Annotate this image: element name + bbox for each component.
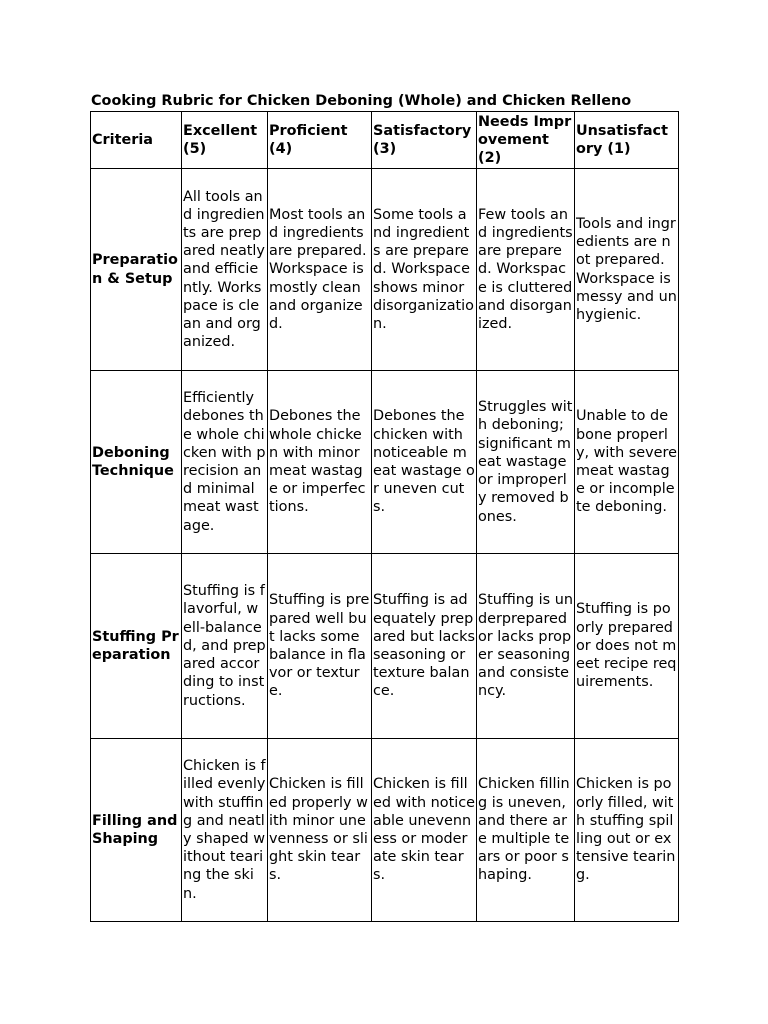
rubric-cell-excellent: Stuffing is flavorful, well-balanced, and prepared according to instructions. [182,554,268,739]
document-title: Cooking Rubric for Chicken Deboning (Whole) and Chicken Relleno [91,93,632,109]
rubric-cell-unsatisfactory: Stuffing is poorly prepared or does not meet recipe requirements. [575,554,679,739]
rubric-cell-unsatisfactory: Chicken is poorly filled, with stuffing spilling out or extensive tearing. [575,739,679,922]
rubric-cell-needs-improvement: Struggles with deboning; significant meat wastage or improperly removed bones. [477,371,575,554]
table-row [91,371,679,554]
header-satisfactory: Satisfactory (3) [372,112,477,169]
rubric-cell-satisfactory: Some tools and ingredients are prepared. Workspace shows minor disorganization. [372,169,477,371]
criteria-cell: Stuffing Preparation [91,554,182,739]
rubric-cell-needs-improvement: Chicken filling is uneven, and there are multiple tears or poor shaping. [477,739,575,922]
criteria-cell: Preparation & Setup [91,169,182,371]
rubric-cell-satisfactory: Stuffing is adequately prepared but lacks seasoning or texture balance. [372,554,477,739]
table-header-row [91,112,679,169]
header-needs-improvement: Needs Improvement (2) [477,112,575,169]
rubric-cell-satisfactory: Chicken is filled with noticeable unevenness or moderate skin tears. [372,739,477,922]
criteria-cell: Filling and Shaping [91,739,182,922]
rubric-cell-proficient: Stuffing is prepared well but lacks some balance in flavor or texture. [268,554,372,739]
rubric-table [90,111,679,922]
rubric-cell-unsatisfactory: Tools and ingredients are not prepared. Workspace is messy and unhygienic. [575,169,679,371]
header-criteria: Criteria [91,112,182,169]
rubric-cell-unsatisfactory: Unable to debone properly, with severe meat wastage or incomplete deboning. [575,371,679,554]
table-row [91,739,679,922]
rubric-cell-needs-improvement: Few tools and ingredients are prepared. Workspace is cluttered and disorganized. [477,169,575,371]
header-unsatisfactory: Unsatisfactory (1) [575,112,679,169]
table-row [91,554,679,739]
header-excellent: Excellent (5) [182,112,268,169]
criteria-cell: Deboning Technique [91,371,182,554]
rubric-cell-proficient: Chicken is filled properly with minor unevenness or slight skin tears. [268,739,372,922]
rubric-cell-satisfactory: Debones the chicken with noticeable meat wastage or uneven cuts. [372,371,477,554]
rubric-cell-proficient: Debones the whole chicken with minor meat wastage or imperfections. [268,371,372,554]
table-row [91,169,679,371]
header-proficient: Proficient (4) [268,112,372,169]
rubric-cell-excellent: All tools and ingredients are prepared neatly and efficiently. Workspace is clean and organized. [182,169,268,371]
rubric-cell-excellent: Efficiently debones the whole chicken with precision and minimal meat wastage. [182,371,268,554]
rubric-cell-excellent: Chicken is filled evenly with stuffing and neatly shaped without tearing the skin. [182,739,268,922]
rubric-cell-proficient: Most tools and ingredients are prepared. Workspace is mostly clean and organized. [268,169,372,371]
rubric-cell-needs-improvement: Stuffing is underprepared or lacks proper seasoning and consistency. [477,554,575,739]
